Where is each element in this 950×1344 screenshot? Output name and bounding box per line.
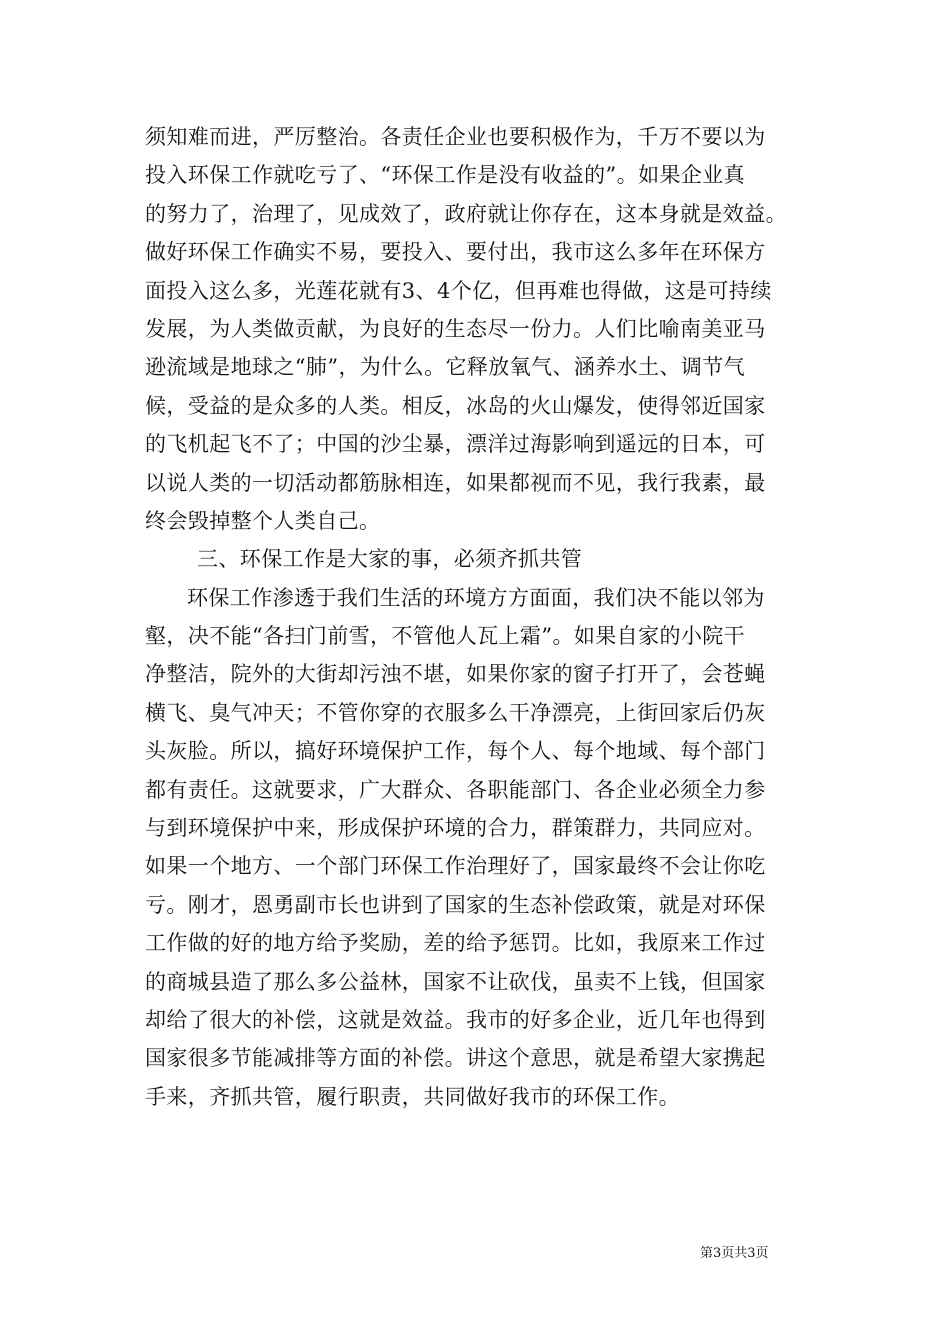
text-line: 亏。刚才，恩勇副市长也讲到了国家的生态补偿政策，就是对环保 — [145, 892, 766, 917]
document-body — [145, 118, 815, 1116]
text-line: 如果一个地方、一个部门环保工作治理好了，国家最终不会让你吃 — [145, 854, 766, 879]
paragraph — [145, 579, 815, 1116]
text-line: 发展，为人类做贡献，为良好的生态尽一份力。人们比喻南美亚马 — [145, 316, 766, 341]
text-line: 净整洁，院外的大街却污浊不堪，如果你家的窗子打开了，会苍蝇 — [145, 662, 766, 687]
text-line: 都有责任。这就要求，广大群众、各职能部门、各企业必须全力参 — [145, 777, 766, 802]
text-line: 做好环保工作确实不易，要投入、要付出，我市这么多年在环保方 — [145, 240, 766, 265]
text-line: 逊流域是地球之“肺”，为什么。它释放氧气、涵养水土、调节气 — [145, 355, 746, 380]
text-line: 壑，决不能“各扫门前雪，不管他人瓦上霜”。如果自家的小院干 — [145, 624, 746, 649]
text-line: 投入环保工作就吃亏了、“环保工作是没有收益的”。如果企业真 — [145, 163, 746, 188]
text-line: 工作做的好的地方给予奖励，差的给予惩罚。比如，我原来工作过 — [145, 931, 766, 956]
text-line: 横飞、臭气冲天；不管你穿的衣服多么干净漂亮，上街回家后仍灰 — [145, 700, 766, 725]
text-line: 国家很多节能减排等方面的补偿。讲这个意思，就是希望大家携起 — [145, 1046, 766, 1071]
text-line: 候，受益的是众多的人类。相反，冰岛的火山爆发，使得邻近国家 — [145, 393, 766, 418]
text-line: 却给了很大的补偿，这就是效益。我市的好多企业，近几年也得到 — [145, 1007, 766, 1032]
text-line: 的商城县造了那么多公益林，国家不让砍伐，虽卖不上钱，但国家 — [145, 969, 766, 994]
section-heading: 三、环保工作是大家的事，必须齐抓共管 — [197, 547, 583, 572]
text-line: 手来，齐抓共管，履行职责，共同做好我市的环保工作。 — [145, 1084, 680, 1109]
text-line: 与到环境保护中来，形成保护环境的合力，群策群力，共同应对。 — [145, 816, 766, 841]
text-line: 以说人类的一切活动都筋脉相连，如果都视而不见，我行我素，最 — [145, 470, 766, 495]
text-line: 须知难而进，严厉整治。各责任企业也要积极作为，千万不要以为 — [145, 125, 766, 149]
text-line: 的飞机起飞不了；中国的沙尘暴，漂洋过海影响到遥远的日本，可 — [145, 432, 766, 457]
text-line: 环保工作渗透于我们生活的环境方方面面，我们决不能以邻为 — [187, 585, 765, 610]
text-line: 的努力了，治理了，见成效了，政府就让你存在，这本身就是效益。 — [145, 201, 787, 226]
text-line: 终会毁掉整个人类自己。 — [145, 508, 381, 533]
page-number-footer: 第3页共3页 — [700, 1246, 769, 1261]
text-line: 头灰脸。所以，搞好环境保护工作，每个人、每个地域、每个部门 — [145, 739, 766, 764]
text-line: 面投入这么多，光莲花就有3、4个亿，但再难也得做，这是可持续 — [145, 278, 772, 303]
paragraph — [145, 118, 815, 540]
